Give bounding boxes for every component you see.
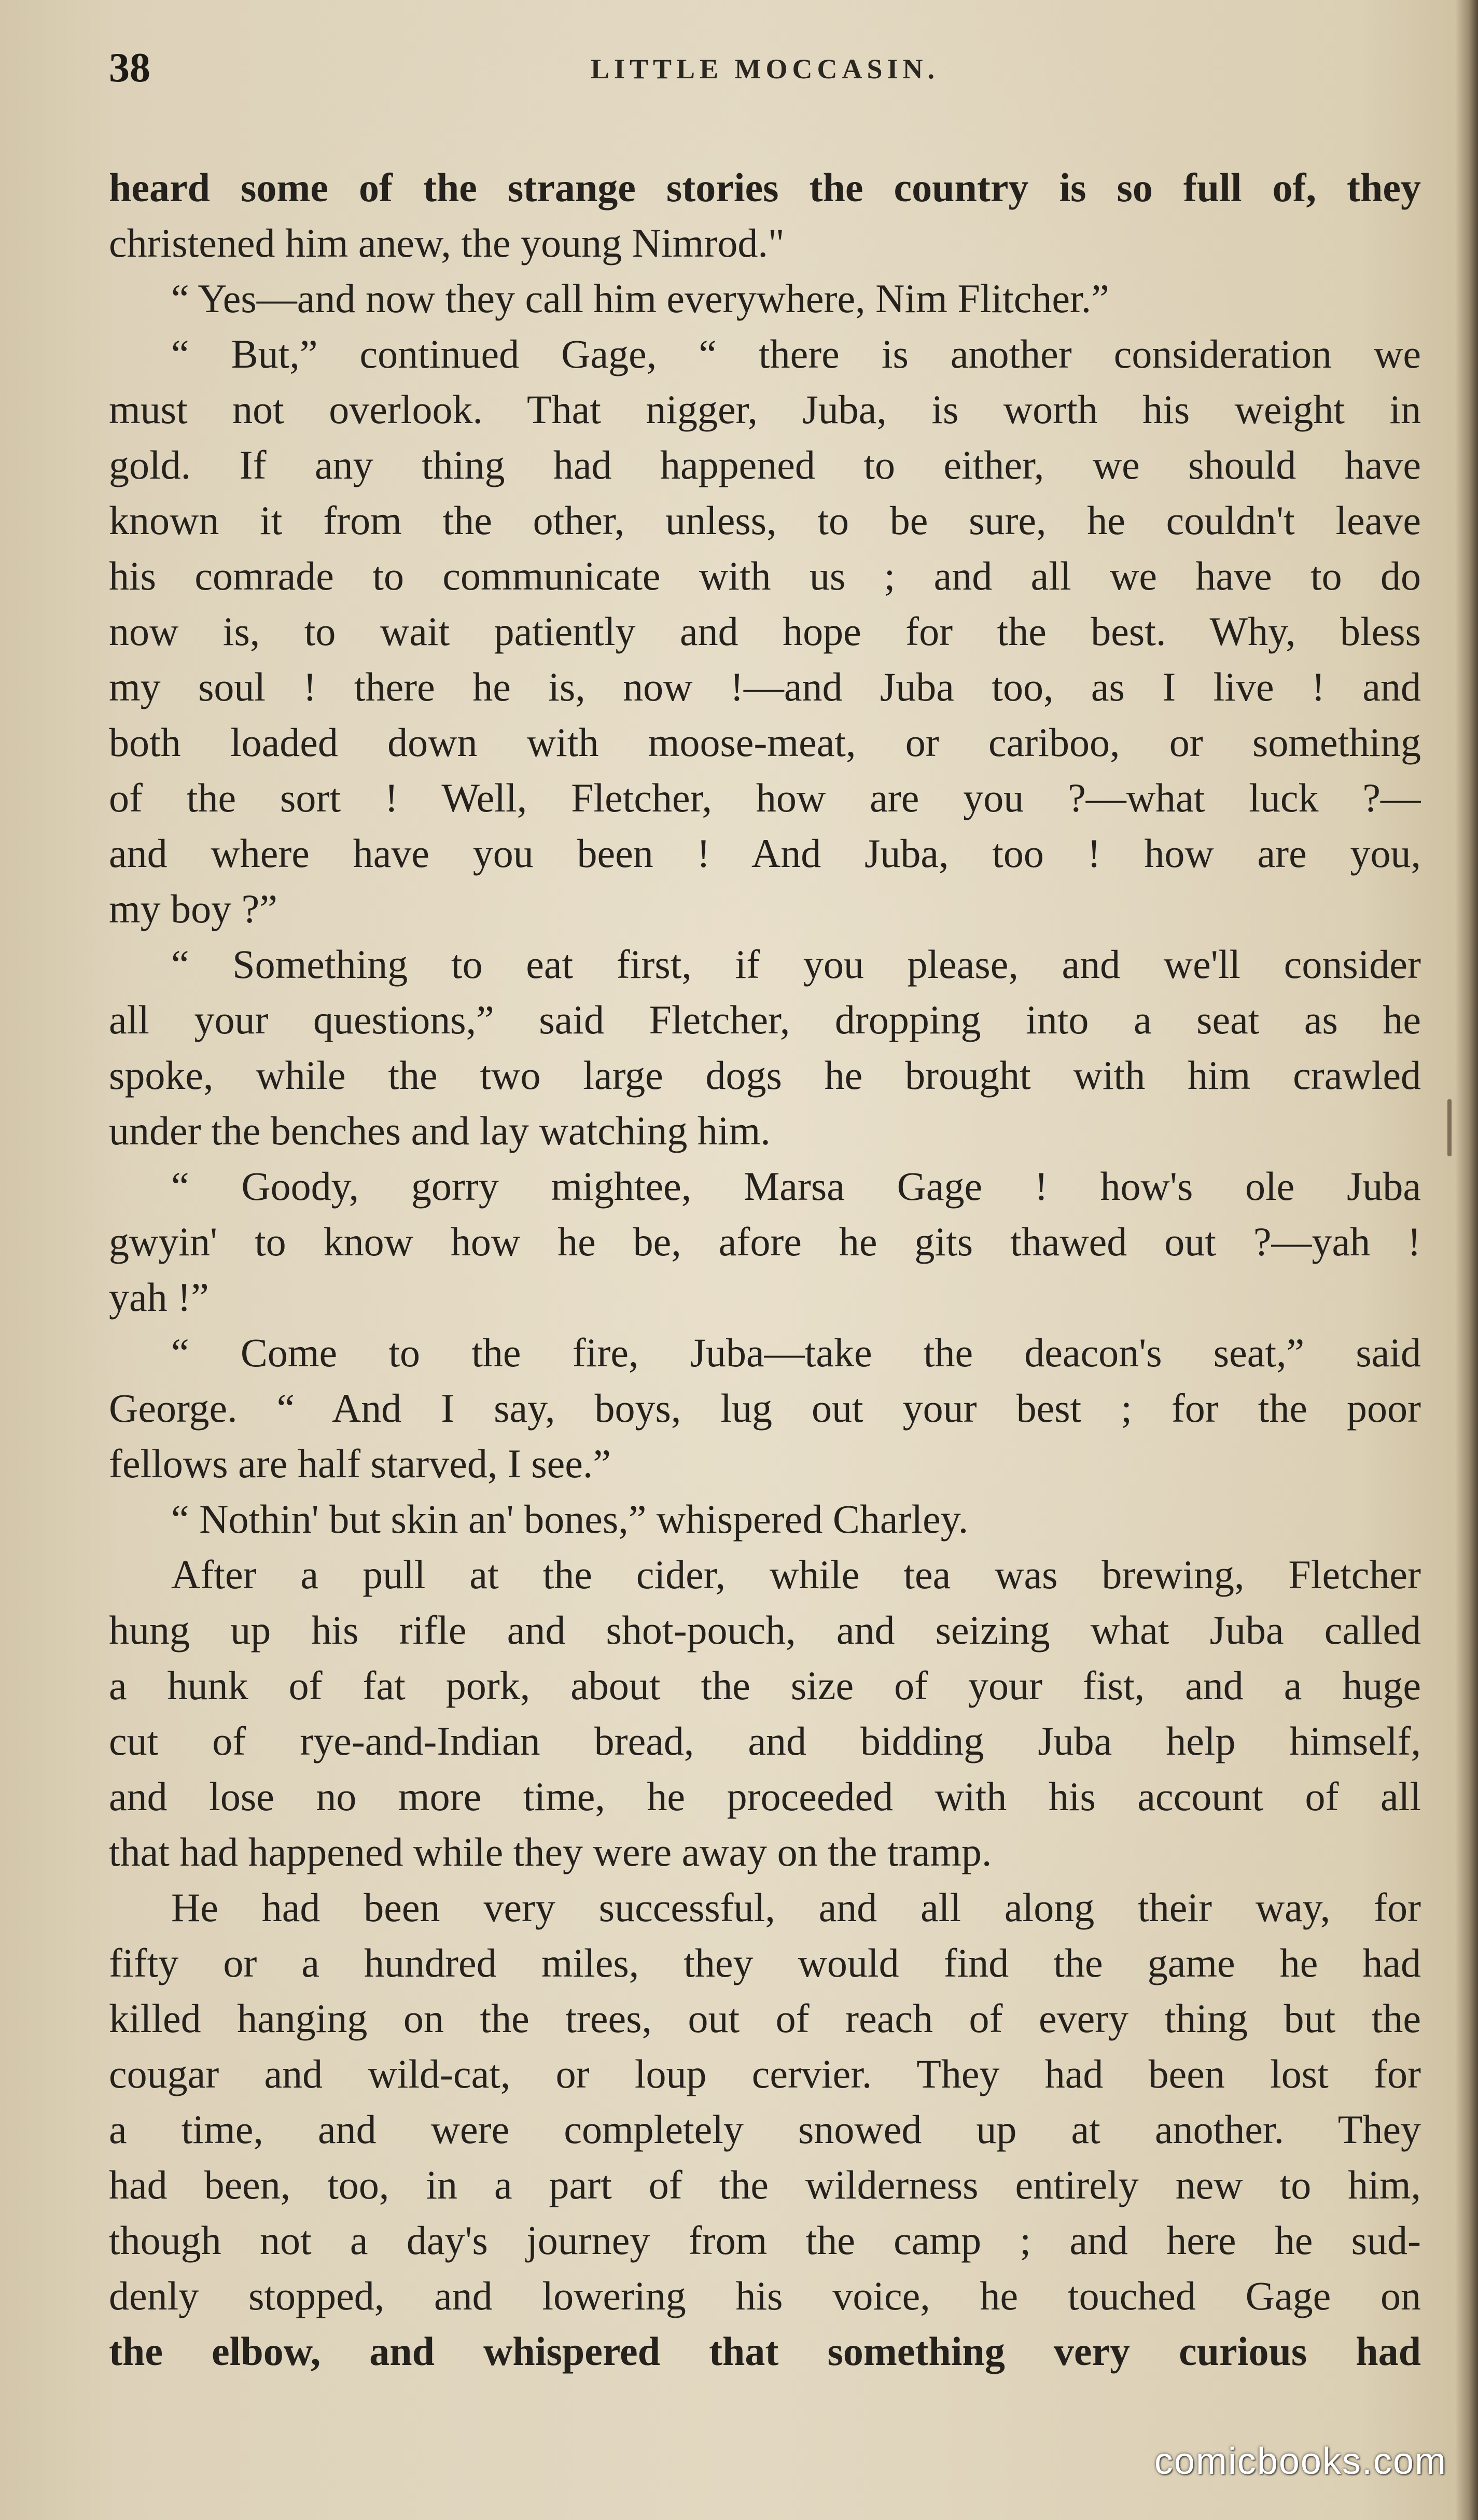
text-line: now is, to wait patiently and hope for the best. Why, bless	[109, 609, 1421, 654]
text-line: killed hanging on the trees, out of reach of every thing but the	[109, 1996, 1421, 2041]
margin-mark	[1447, 1099, 1452, 1156]
text-line: my boy ?”	[109, 886, 277, 931]
text-line: yah !”	[109, 1275, 209, 1320]
running-title: LITTLE MOCCASIN.	[590, 53, 940, 85]
text-line: cougar and wild-cat, or loup cervier. They had been lost for	[109, 2051, 1421, 2096]
text-line: both loaded down with moose-meat, or cariboo, or something	[109, 720, 1421, 765]
text-line: all your questions,” said Fletcher, dropping into a seat as he	[109, 997, 1421, 1042]
text-line: a time, and were completely snowed up at another. They	[109, 2107, 1421, 2152]
text-line: the elbow, and whispered that something very curious had	[109, 2329, 1421, 2374]
text-line: under the benches and lay watching him.	[109, 1108, 771, 1153]
body-text	[109, 160, 1421, 2379]
text-line: spoke, while the two large dogs he brought with him crawled	[109, 1053, 1421, 1098]
text-line: though not a day's journey from the camp ; and here he sud-	[109, 2218, 1421, 2263]
text-line: “ Goody, gorry mightee, Marsa Gage ! how's ole Juba	[171, 1164, 1421, 1209]
text-line: gwyin' to know how he be, afore he gits thawed out ?—yah !	[109, 1219, 1421, 1264]
text-line: and lose no more time, he proceeded with his account of all	[109, 1774, 1421, 1819]
text-line: “ Nothin' but skin an' bones,” whispered Charley.	[171, 1496, 969, 1542]
text-line: gold. If any thing had happened to either, we should have	[109, 442, 1421, 487]
text-line: a hunk of fat pork, about the size of your fist, and a huge	[109, 1663, 1421, 1708]
page-header	[109, 41, 1421, 104]
text-line: fellows are half starved, I see.”	[109, 1441, 611, 1486]
text-line: “ Something to eat first, if you please, and we'll consider	[171, 942, 1421, 987]
text-line: his comrade to communicate with us ; and all we have to do	[109, 553, 1421, 598]
text-line: “ Come to the fire, Juba—take the deacon's seat,” said	[171, 1330, 1421, 1375]
text-line: After a pull at the cider, while tea was brewing, Fletcher	[171, 1552, 1421, 1597]
text-line: denly stopped, and lowering his voice, he touched Gage on	[109, 2273, 1421, 2318]
text-line: of the sort ! Well, Fletcher, how are you ?—what luck ?—	[109, 775, 1421, 820]
text-line: cut of rye-and-Indian bread, and bidding Juba help himself,	[109, 1718, 1421, 1763]
text-line: that had happened while they were away on the tramp.	[109, 1829, 992, 1874]
text-line: “ But,” continued Gage, “ there is another consideration we	[171, 331, 1421, 376]
text-line: hung up his rifle and shot-pouch, and seizing what Juba called	[109, 1607, 1421, 1653]
text-line: and where have you been ! And Juba, too ! how are you,	[109, 831, 1421, 876]
text-line: He had been very successful, and all along their way, for	[171, 1885, 1421, 1930]
text-line: my soul ! there he is, now !—and Juba too, as I live ! and	[109, 664, 1421, 709]
watermark: comicbooks.com	[1154, 2441, 1447, 2482]
page-number: 38	[109, 45, 150, 91]
page-edge-shadow	[1455, 0, 1478, 2520]
text-line: must not overlook. That nigger, Juba, is worth his weight in	[109, 387, 1421, 432]
text-line: had been, too, in a part of the wilderness entirely new to him,	[109, 2162, 1421, 2207]
text-line: fifty or a hundred miles, they would find the game he had	[109, 1940, 1421, 1985]
text-line: known it from the other, unless, to be sure, he couldn't leave	[109, 498, 1421, 543]
text-line: christened him anew, the young Nimrod."	[109, 220, 785, 265]
text-line: George. “ And I say, boys, lug out your best ; for the poor	[109, 1385, 1421, 1431]
text-line: “ Yes—and now they call him everywhere, Nim Flitcher.”	[171, 276, 1109, 321]
text-line: heard some of the strange stories the country is so full of, they	[109, 165, 1421, 210]
